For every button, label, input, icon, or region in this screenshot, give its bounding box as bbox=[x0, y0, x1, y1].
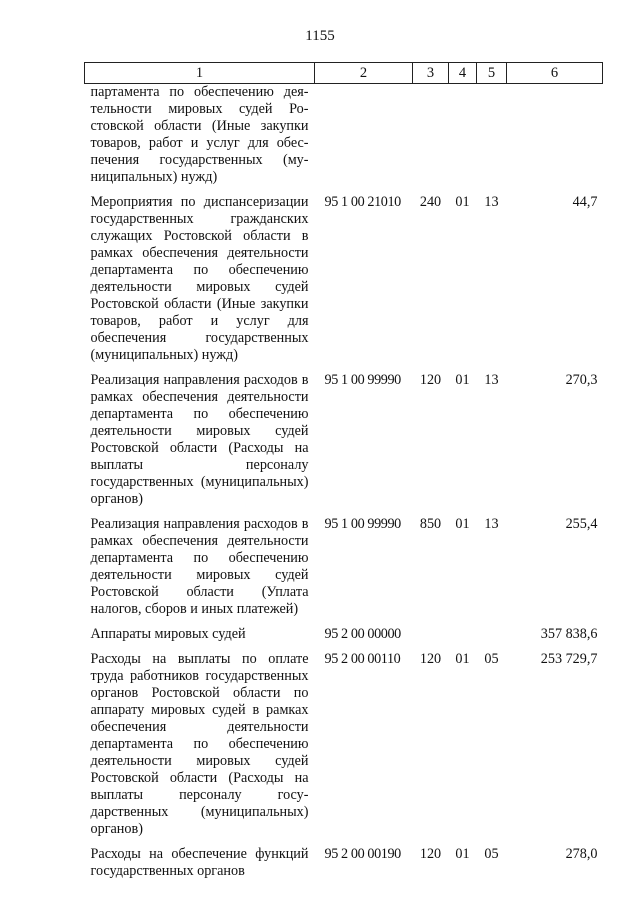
row-amount: 44,7 bbox=[572, 194, 598, 210]
table-row bbox=[85, 626, 603, 651]
row-col3: 120 bbox=[419, 372, 442, 388]
budget-table-container bbox=[84, 62, 602, 888]
row-amount: 255,4 bbox=[565, 516, 598, 532]
row-code: 95 1 00 21010 bbox=[324, 194, 401, 210]
row-description: партамента по обеспечению деятельности мировых судей Ростовской области (Иные закупки товаров, работ и услуг для обеспечения государственных (муниципальных) нужд) bbox=[90, 84, 309, 185]
row-col3: 850 bbox=[419, 516, 442, 532]
row-col5 bbox=[477, 626, 507, 651]
row-code: 95 2 00 00190 bbox=[324, 846, 401, 862]
row-col3: 120 bbox=[419, 651, 442, 667]
row-description: Расходы на выплаты по оплате труда работников государственных органов Ростовской области по аппарату мировых судей в рамках обеспечения деятельности департамента по обеспечению деятельности мировых судей Ростовской области (Расходы на выплаты персоналу государственных (муниципальных) органов) bbox=[90, 651, 309, 837]
row-col3: 240 bbox=[419, 194, 442, 210]
column-header-4: 4 bbox=[449, 63, 477, 84]
page-number: 1155 bbox=[305, 28, 335, 44]
table-row bbox=[85, 372, 603, 516]
row-col3 bbox=[413, 626, 449, 651]
budget-table bbox=[84, 62, 603, 888]
row-col4: 01 bbox=[455, 372, 470, 388]
row-amount: 270,3 bbox=[565, 372, 598, 388]
row-col4: 01 bbox=[455, 651, 470, 667]
table-row bbox=[85, 194, 603, 372]
row-col4: 01 bbox=[455, 194, 470, 210]
row-col5: 13 bbox=[484, 372, 499, 388]
row-col5: 05 bbox=[484, 846, 499, 862]
row-description: Реализация направления расходов в рамках обеспечения деятельности департамента по обеспечению деятельности мировых судей Ростовской области (Уплата налогов, сборов и иных платежей) bbox=[90, 516, 309, 617]
row-code: 95 1 00 99990 bbox=[324, 516, 401, 532]
row-amount: 253 729,7 bbox=[540, 651, 598, 667]
column-header-2: 2 bbox=[315, 63, 413, 84]
row-amount bbox=[507, 84, 603, 195]
row-col5 bbox=[477, 84, 507, 195]
row-code bbox=[315, 84, 413, 195]
row-description: Реализация направления расходов в рамках обеспечения деятельности департамента по обеспечению деятельности мировых судей Ростовской области (Расходы на выплаты персоналу государственных (муниципальных) органов) bbox=[90, 372, 309, 507]
row-amount: 357 838,6 bbox=[540, 626, 598, 642]
row-code: 95 1 00 99990 bbox=[324, 372, 401, 388]
row-col4: 01 bbox=[455, 846, 470, 862]
row-code: 95 2 00 00000 bbox=[324, 626, 401, 642]
row-col3: 120 bbox=[419, 846, 442, 862]
table-row bbox=[85, 846, 603, 888]
row-description: Расходы на обеспечение функций государственных органов bbox=[90, 846, 309, 879]
row-col5: 05 bbox=[484, 651, 499, 667]
row-col5: 13 bbox=[484, 194, 499, 210]
column-number-header bbox=[85, 63, 603, 84]
table-row bbox=[85, 516, 603, 626]
row-description: Аппараты мировых судей bbox=[90, 626, 246, 642]
row-col4: 01 bbox=[455, 516, 470, 532]
row-amount: 278,0 bbox=[565, 846, 598, 862]
table-row bbox=[85, 84, 603, 195]
column-header-6: 6 bbox=[507, 63, 603, 84]
row-code: 95 2 00 00110 bbox=[324, 651, 401, 667]
row-col4 bbox=[449, 84, 477, 195]
table-row bbox=[85, 651, 603, 846]
row-col4 bbox=[449, 626, 477, 651]
column-header-1: 1 bbox=[85, 63, 315, 84]
column-header-5: 5 bbox=[477, 63, 507, 84]
row-description: Мероприятия по диспансеризации государственных гражданских служащих Ростовской области в рамках обеспечения деятельности департамента по обеспечению деятельности мировых судей Ростовской области (Иные закупки товаров, работ и услуг для обеспечения государственных (муниципальных) нужд) bbox=[90, 194, 309, 363]
row-col5: 13 bbox=[484, 516, 499, 532]
row-col3 bbox=[413, 84, 449, 195]
column-header-3: 3 bbox=[413, 63, 449, 84]
